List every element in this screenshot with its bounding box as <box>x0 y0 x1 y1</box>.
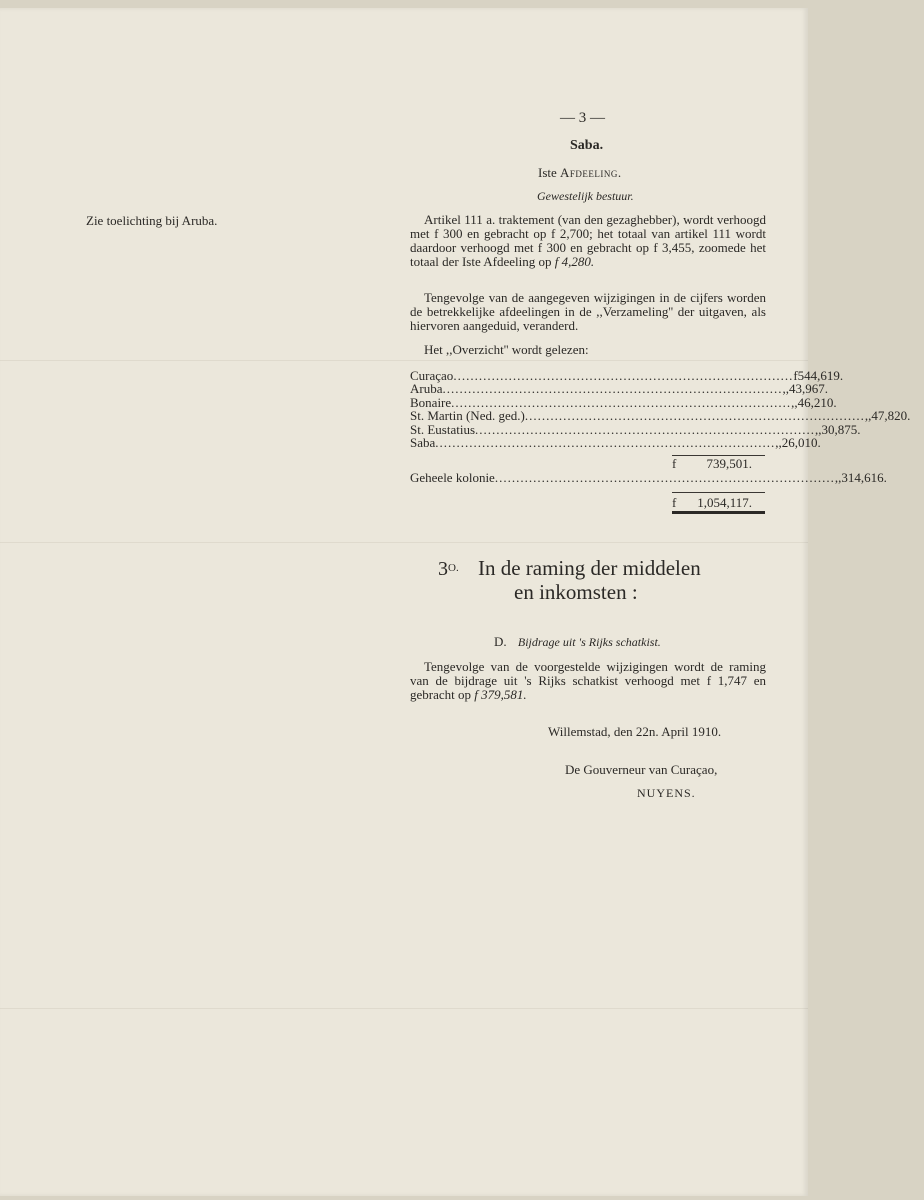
leader-dots: ................................................................................ <box>435 434 776 450</box>
overzicht-table <box>410 368 911 450</box>
colony-amount: 314,616. <box>841 470 887 485</box>
afdeeling-label: Afdeeling. <box>560 165 622 180</box>
row-currency: ,, <box>791 394 798 410</box>
table-row <box>410 381 828 397</box>
table-row <box>410 434 821 450</box>
place-date: Willemstad, den 22n. April 1910. <box>548 724 722 739</box>
subheading: Gewestelijk bestuur. <box>537 189 634 203</box>
total-double-rule <box>672 511 765 514</box>
subtotal-row <box>672 457 766 470</box>
row-currency: ,, <box>864 408 872 424</box>
paragraph-text: Artikel 111 a. traktement (van den gezaghebber), wordt verhoogd met f 300 en gebracht op f 2,700; het totaal van artikel 111 wordt daardoor verhoogd met f 300 en gebracht op f 3,455, zoomede het totaal der Iste Afdeeling op <box>410 212 766 269</box>
table-row <box>410 394 837 410</box>
bijdrage-title: Bijdrage uit 's Rijks schatkist. <box>517 635 661 649</box>
row-currency: ,, <box>815 421 822 437</box>
afdeeling-prefix: Iste <box>538 165 557 180</box>
row-currency: ,, <box>782 381 789 397</box>
table-row <box>410 421 861 437</box>
leader-dots: ................................................................................ <box>453 368 794 383</box>
heading-number-value: 3 <box>438 558 448 580</box>
row-name: St. Martin (Ned. ged.) <box>410 408 525 424</box>
table-row <box>410 368 844 383</box>
bijdrage-heading <box>494 634 661 650</box>
afdeeling-heading <box>538 165 622 181</box>
row-amount: 47,820. <box>871 408 911 424</box>
row-name: St. Eustatius <box>410 421 476 437</box>
row-amount: 46,210. <box>797 394 837 410</box>
heading-sup: O. <box>448 562 459 574</box>
colony-row <box>410 470 887 485</box>
paper-fold <box>0 542 808 543</box>
total-row <box>672 496 766 509</box>
colony-name: Geheele kolonie <box>410 470 495 485</box>
paragraph-tengevolge: Tengevolge van de aangegeven wijzigingen in de cijfers worden de betrekkelijke afdeelingen in de ,,Verzameling'' der uitgaven, als hiervoren aangeduid, veranderd. <box>410 290 766 333</box>
row-name: Aruba <box>410 381 443 397</box>
leader-dots: ................................................................................ <box>524 408 865 424</box>
signature: NUYENS. <box>637 786 696 800</box>
row-name: Saba <box>410 434 436 450</box>
total-amount: 1,054,117. <box>697 495 752 510</box>
leader-dots: ................................................................................ <box>475 421 816 437</box>
row-amount: 544,619. <box>797 368 844 383</box>
row-amount: 43,967. <box>789 381 828 397</box>
page-number: — 3 — <box>560 110 605 126</box>
paragraph-text: Tengevolge van de voorgestelde wijzigingen wordt de raming van de bijdrage uit 's Rijks schatkist verhoogd met f 1,747 en gebracht op <box>410 659 766 702</box>
paragraph-emphasis: f 379,581. <box>474 687 527 702</box>
row-currency: ,, <box>775 434 782 450</box>
document-page <box>0 8 808 1196</box>
row-amount: 30,875. <box>821 421 861 437</box>
total-currency: f <box>672 495 677 510</box>
leader-dots: ................................................................................ <box>494 470 835 485</box>
heading-line1: In de raming der middelen <box>477 556 701 580</box>
total-rule <box>672 492 765 493</box>
row-name: Curaçao <box>410 368 454 383</box>
governor-title: De Gouverneur van Curaçao, <box>565 762 718 777</box>
leader-dots: ................................................................................ <box>451 394 792 410</box>
paragraph-artikel <box>410 213 766 269</box>
paragraph-overzicht: Het ,,Overzicht'' wordt gelezen: <box>424 342 589 357</box>
colony-currency: ,, <box>834 470 842 485</box>
section-heading <box>438 556 701 604</box>
leader-dots: ................................................................................ <box>442 381 783 397</box>
margin-note: Zie toelichting bij Aruba. <box>86 213 218 228</box>
row-amount: 26,010. <box>781 434 821 450</box>
paragraph-raming <box>410 660 766 702</box>
bijdrage-letter: D. <box>494 634 507 649</box>
paper-fold <box>0 1008 808 1009</box>
section-title: Saba. <box>570 138 604 153</box>
subtotal-amount: 739,501. <box>706 456 752 471</box>
subtotal-currency: f <box>672 456 677 471</box>
heading-line2: en inkomsten : <box>514 580 638 604</box>
paragraph-emphasis: f 4,280. <box>554 254 595 269</box>
row-currency: f <box>793 368 798 383</box>
paper-fold <box>0 360 808 361</box>
row-name: Bonaire <box>410 394 452 410</box>
heading-number <box>438 558 459 580</box>
table-row <box>410 408 911 424</box>
